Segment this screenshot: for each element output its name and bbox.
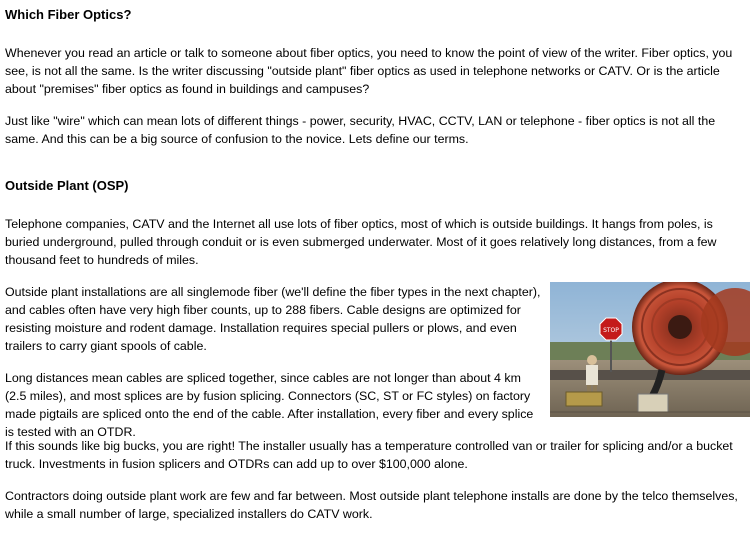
- heading-outside-plant: Outside Plant (OSP): [5, 178, 129, 193]
- paragraph-osp-2: Outside plant installations are all singlemode fiber (we'll define the fiber types in the next chapter), and cables often have very high fiber counts, up to 288 fibers. Cable designs are optimized for resisting moisture and rodent damage. Installation requires special pullers or plows, and even trailers to carry giant spools of cable.: [5, 285, 541, 353]
- paragraph-osp-1: Telephone companies, CATV and the Internet all use lots of fiber optics, most of which is outside buildings. It hangs from poles, is buried underground, pulled through conduit or is even submerged underwater. Most of it goes relatively long distances, from a few thousand feet to hundreds of miles.: [5, 217, 717, 267]
- worker-head: [587, 355, 597, 365]
- paragraph-osp-3: Long distances mean cables are spliced together, since cables are not longer than about 4 km (2.5 miles), and most splices are by fusion splicing. Connectors (SC, ST or FC styles) on factory made pigtails are spliced onto the end of the cable. After installation, every fiber and every splice is tested with an OTDR.: [5, 371, 534, 439]
- paragraph-osp-4: If this sounds like big bucks, you are right! The installer usually has a temperature controlled van or trailer for splicing and/or a bucket truck. Investments in fusion splicers and OTDRs can add up to over $100,000 alone.: [5, 439, 733, 471]
- paragraph-which-1: Whenever you read an article or talk to someone about fiber optics, you need to know the point of view of the writer. Fiber optics, you see, is not all the same. Is the writer discussing "outside plant" fiber optics as used in telephone networks or CATV. Or is the article about "premises" fiber optics as found in buildings and campuses?: [5, 46, 733, 96]
- cable-spool-photo: [550, 282, 750, 417]
- worker-shirt: [586, 365, 598, 385]
- cable-puller-equipment: [638, 394, 668, 412]
- paragraph-which-2: Just like "wire" which can mean lots of different things - power, security, HVAC, CCTV, LAN or telephone - fiber optics is not all the same. And this can be a big source of confusion to the novice. Lets define our terms.: [5, 114, 716, 146]
- equipment-box: [566, 392, 602, 406]
- heading-which-fiber-optics: Which Fiber Optics?: [5, 7, 132, 22]
- paragraph-osp-5: Contractors doing outside plant work are few and far between. Most outside plant telephone installs are done by the telco themselves, while a small number of large, specialized installers do CATV work.: [5, 489, 738, 521]
- spool-hub: [668, 315, 692, 339]
- stop-sign-text: STOP: [603, 327, 619, 334]
- photo-road: [550, 370, 750, 380]
